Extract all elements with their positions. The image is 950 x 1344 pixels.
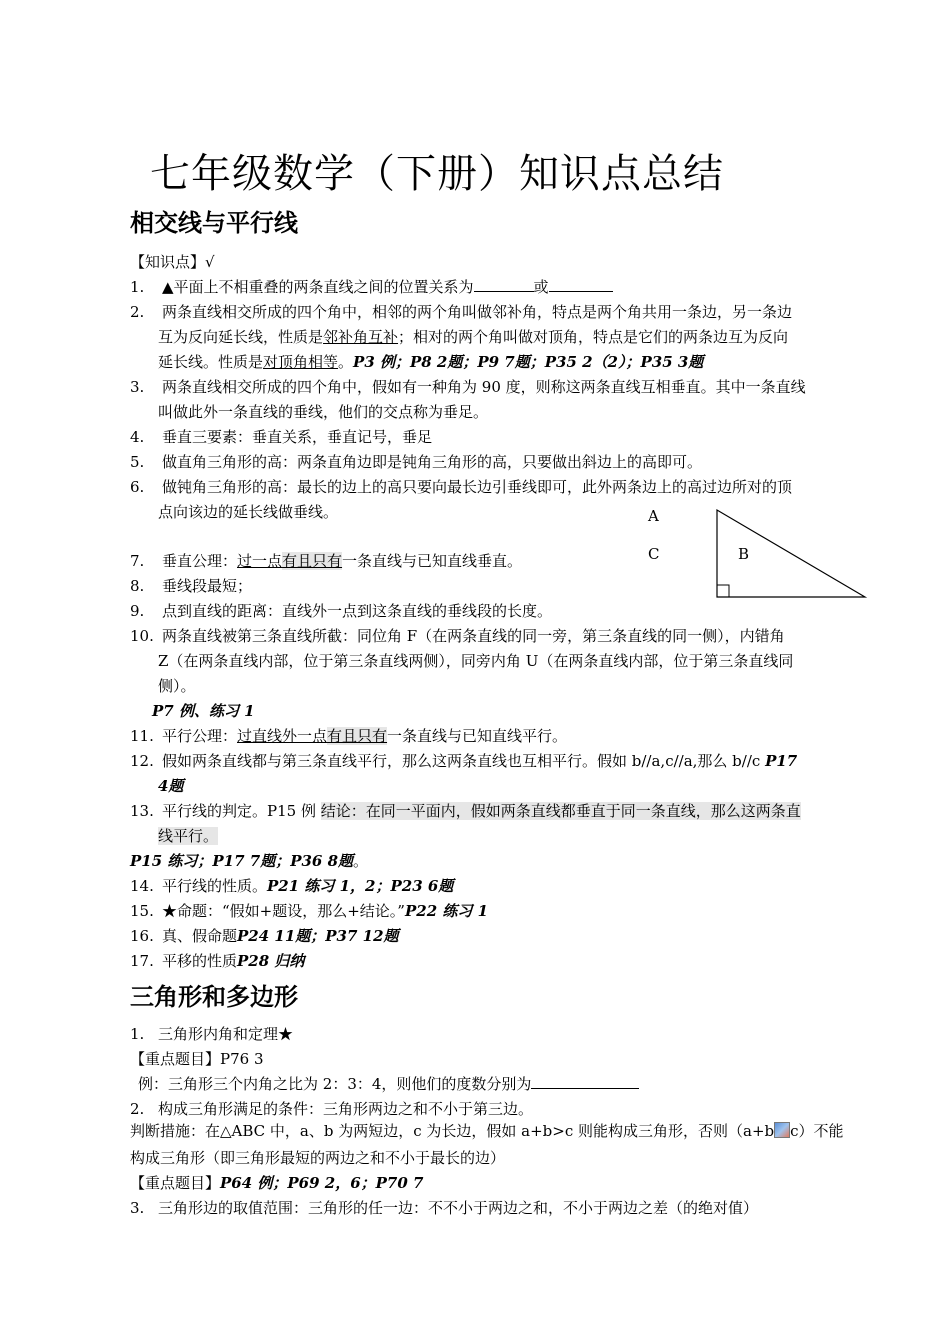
textbook-reference: P3 例；P8 2题；P9 7题；P35 2（2）；P35 3题 xyxy=(353,353,704,371)
list-item xyxy=(162,551,522,571)
textbook-reference: P22 练习 1 xyxy=(404,902,489,920)
textbook-reference: P15 练习；P17 7题；P36 8题 xyxy=(130,852,354,870)
underlined-term: 过直线外一点 xyxy=(237,727,328,745)
reference-line xyxy=(130,851,368,871)
highlighted-conclusion: 线平行。 xyxy=(158,827,219,845)
item-text: 平行公理： xyxy=(162,727,238,745)
item-text: 或 xyxy=(533,278,549,296)
list-item: 做钝角三角形的高：最长的边上的高只要向最长边引垂线即可，此外两条边上的高过边所对的顶 xyxy=(162,478,793,496)
item-text: 平行线的判定。P15 例 xyxy=(162,802,321,820)
list-item-continuation xyxy=(158,352,703,372)
list-item xyxy=(162,876,453,896)
list-item: 两条直线被第三条直线所截：同位角 F（在两条直线的同一旁，第三条直线的同一侧），内错角 xyxy=(162,627,785,645)
knowledge-label: 【知识点】√ xyxy=(130,253,215,271)
item-number: 17. xyxy=(130,952,154,970)
item-number: 16. xyxy=(130,927,154,945)
textbook-reference: P7 例、练习 1 xyxy=(152,702,255,720)
list-item xyxy=(162,726,567,746)
item-number: 7. xyxy=(130,552,145,570)
item-text: 。 xyxy=(353,852,369,870)
list-item xyxy=(162,926,399,946)
item-number: 3. xyxy=(130,378,145,396)
list-item: 点到直线的距离：直线外一点到这条直线的垂线段的长度。 xyxy=(162,602,553,620)
item-number: 10. xyxy=(130,627,154,645)
list-item: 做直角三角形的高：两条直角边即是钝角三角形的高，只要做出斜边上的高即可。 xyxy=(162,453,703,471)
textbook-reference: 4题 xyxy=(158,777,184,795)
list-item: 三角形内角和定理★ xyxy=(158,1025,294,1043)
list-item-continuation: 叫做此外一条直线的垂线，他们的交点称为垂足。 xyxy=(158,403,489,421)
list-item: 两条直线相交所成的四个角中，假如有一种角为 90 度，则称这两条直线互相垂直。其中一条直线 xyxy=(162,378,806,396)
item-text: ▲平面上不相重叠的两条直线之间的位置关系为 xyxy=(162,278,474,296)
list-item xyxy=(162,901,488,921)
item-text: 一条直线与已知直线平行。 xyxy=(387,727,568,745)
item-text: 判断措施：在△ABC 中，a、b 为两短边，c 为长边，假如 a+b>c 则能构成三角形，否则（a+b xyxy=(130,1122,775,1140)
item-number: 6. xyxy=(130,478,145,496)
highlighted-term: 有且只有 xyxy=(282,552,343,570)
diagram-label-b: B xyxy=(738,545,750,563)
list-item xyxy=(162,751,797,771)
item-text: c）不能 xyxy=(790,1122,844,1140)
item-number: 12. xyxy=(130,752,154,770)
item-text: 平行线的性质。 xyxy=(162,877,268,895)
textbook-reference: P28 归纳 xyxy=(237,952,305,970)
list-item-continuation xyxy=(158,327,788,347)
item-number: 14. xyxy=(130,877,154,895)
item-number: 5. xyxy=(130,453,145,471)
textbook-reference: P17 xyxy=(765,752,798,770)
list-item xyxy=(162,801,801,821)
item-text: 平移的性质 xyxy=(162,952,238,970)
textbook-reference: P24 11题；P37 12题 xyxy=(237,927,399,945)
section-heading-lines: 相交线与平行线 xyxy=(130,209,298,237)
list-item xyxy=(162,951,304,971)
list-item: 垂直三要素：垂直关系，垂直记号，垂足 xyxy=(162,428,433,446)
list-item: 三角形边的取值范围：三角形的任一边：不不小于两边之和，不小于两边之差（的绝对值） xyxy=(158,1199,759,1217)
list-item xyxy=(162,277,613,297)
judgement-line xyxy=(130,1121,844,1141)
right-angle-mark xyxy=(717,585,729,597)
textbook-reference: P21 练习 1，2；P23 6题 xyxy=(267,877,454,895)
underlined-term: 邻补角互补 xyxy=(323,328,399,346)
item-number: 1. xyxy=(130,1025,145,1043)
item-text: ；相对的两个角叫做对顶角，特点是它们的两条边互为反向 xyxy=(398,328,789,346)
item-text: 垂直公理： xyxy=(162,552,238,570)
item-number: 4. xyxy=(130,428,145,446)
item-number: 3. xyxy=(130,1199,145,1217)
item-number: 1. xyxy=(130,278,145,296)
item-text: 假如两条直线都与第三条直线平行，那么这两条直线也互相平行。假如 b//a,c//a,那么 b//c xyxy=(162,752,766,770)
item-text: 延长线。性质是 xyxy=(158,353,264,371)
item-number: 2. xyxy=(130,1100,145,1118)
highlighted-term: 有且只有 xyxy=(327,727,388,745)
item-text: 。 xyxy=(338,353,354,371)
fill-blank xyxy=(474,277,534,292)
embedded-image-icon xyxy=(774,1122,790,1138)
page-title: 七年级数学（下册）知识点总结 xyxy=(150,151,724,197)
item-text: 一条直线与已知直线垂直。 xyxy=(342,552,523,570)
textbook-reference: P64 例；P69 2，6；P70 7 xyxy=(220,1174,424,1192)
list-item-continuation: Z（在两条直线内部，位于第三条直线两侧），同旁内角 U（在两条直线内部，位于第三条直线同 xyxy=(158,652,794,670)
key-questions: 【重点题目】P76 3 xyxy=(130,1050,264,1068)
underlined-term: 对顶角相等 xyxy=(263,353,339,371)
triangle-shape xyxy=(717,510,865,597)
diagram-label-a: A xyxy=(648,507,659,525)
fill-blank xyxy=(531,1074,639,1089)
highlighted-conclusion: 结论：在同一平面内，假如两条直线都垂直于同一条直线，那么这两条直 xyxy=(320,802,801,820)
item-number: 15. xyxy=(130,902,154,920)
underlined-term: 过一点 xyxy=(237,552,283,570)
item-text: 真、假命题 xyxy=(162,927,238,945)
item-number: 9. xyxy=(130,602,145,620)
list-item-continuation xyxy=(158,826,218,846)
diagram-label-c: C xyxy=(648,545,660,563)
key-questions xyxy=(130,1173,423,1193)
item-number: 11. xyxy=(130,727,154,745)
fill-blank xyxy=(549,277,613,292)
item-number: 2. xyxy=(130,303,145,321)
list-item: 垂线段最短； xyxy=(162,577,253,595)
item-text: ★命题：“假如+题设，那么+结论。” xyxy=(162,902,405,920)
right-triangle-diagram xyxy=(712,506,872,602)
list-item-continuation: 点向该边的延长线做垂线。 xyxy=(158,503,339,521)
list-item: 两条直线相交所成的四个角中，相邻的两个角叫做邻补角，特点是两个角共用一条边，另一条边 xyxy=(162,303,793,321)
item-number: 13. xyxy=(130,802,154,820)
list-item-continuation: 侧）。 xyxy=(158,677,196,695)
section-heading-triangles: 三角形和多边形 xyxy=(130,983,298,1011)
item-text: 例：三角形三个内角之比为 2：3：4，则他们的度数分别为 xyxy=(138,1075,532,1093)
item-text: 互为反向延长线，性质是 xyxy=(158,328,324,346)
example-line xyxy=(138,1074,639,1094)
item-number: 8. xyxy=(130,577,145,595)
item-text: 【重点题目】 xyxy=(130,1174,221,1192)
judgement-line-continuation: 构成三角形（即三角形最短的两边之和不小于最长的边） xyxy=(130,1149,506,1167)
list-item: 构成三角形满足的条件：三角形两边之和不小于第三边。 xyxy=(158,1100,534,1118)
